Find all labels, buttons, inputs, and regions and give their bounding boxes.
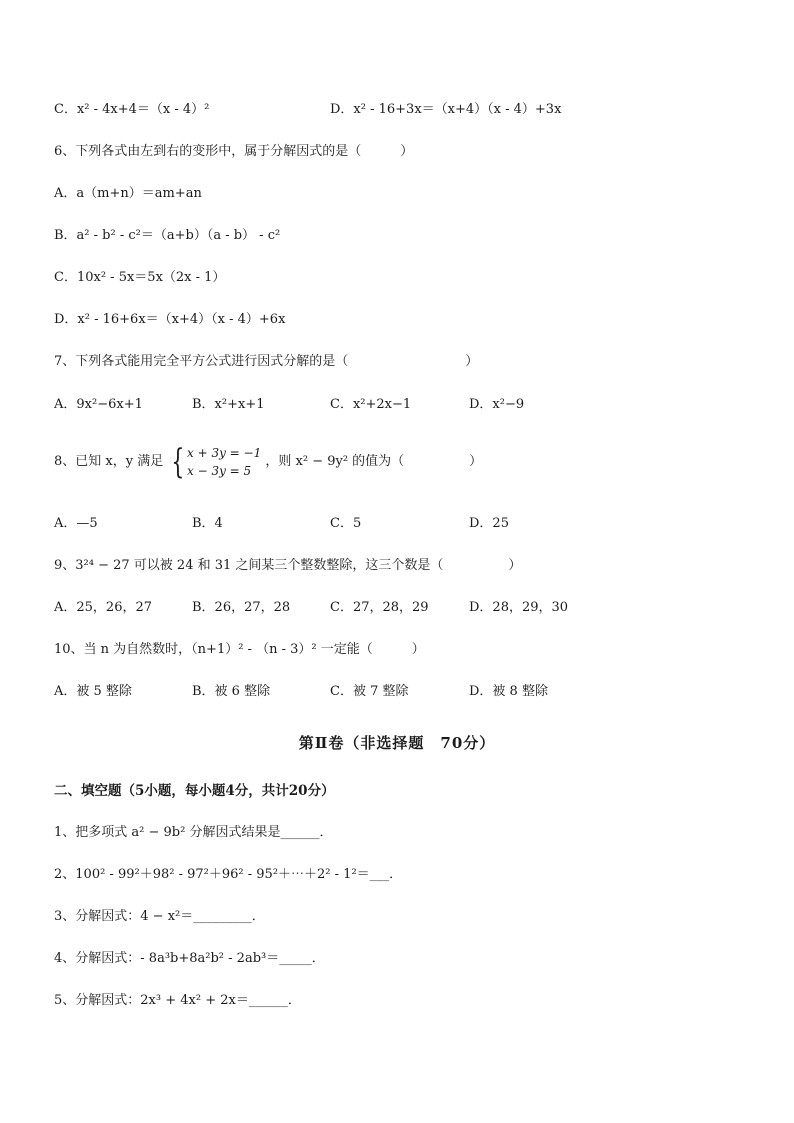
q10-option-b: B．被 6 整除 (192, 684, 271, 699)
q7-option-b: B．x²+x+1 (192, 397, 265, 412)
q9-option-b: B．26，27，28 (192, 600, 291, 615)
fill-question-3: 3、分解因式：4 − x²＝_________． (54, 909, 265, 924)
q10-stem: 10、当 n 为自然数时，（n+1）² - （n - 3）² 一定能（ ） (54, 642, 425, 657)
fill-question-4: 4、分解因式：- 8a³b+8a²b² - 2ab³＝_____． (54, 951, 325, 966)
q7-option-d: D．x²−9 (469, 397, 525, 412)
q5-option-d: D．x² - 16+3x＝（x+4）（x - 4）+3x (330, 102, 562, 117)
q8-option-a: A．—5 (54, 516, 98, 531)
q8-stem (54, 442, 482, 482)
q9-option-a: A．25，26，27 (54, 600, 153, 615)
equation-system (167, 441, 262, 482)
brace-icon: { (171, 441, 185, 482)
q7-option-c: C．x²+2x−1 (330, 397, 412, 412)
fill-question-1: 1、把多项式 a² − 9b² 分解因式结果是______． (54, 825, 333, 840)
section2-title: 二、填空题（5小题，每小题4分，共计20分） (54, 783, 335, 799)
q6-option-d: D．x² - 16+6x＝（x+4）（x - 4）+6x (54, 312, 286, 327)
q6-option-a: A．a（m+n）＝am+an (54, 186, 202, 201)
q9-option-d: D．28，29，30 (469, 600, 569, 615)
q9-stem: 9、3²⁴ − 27 可以被 24 和 31 之间某三个整数整除，这三个数是（ ） (54, 558, 522, 573)
q10-option-a: A．被 5 整除 (54, 684, 132, 699)
q8-option-b: B．4 (192, 516, 223, 531)
q8-option-c: C．5 (330, 516, 362, 531)
equation-2: x − 3y = 5 (187, 463, 252, 478)
q6-option-c: C．10x² - 5x＝5x（2x - 1） (54, 270, 226, 285)
fill-question-5: 5、分解因式：2x³ + 4x² + 2x＝______． (54, 993, 301, 1008)
fill-question-2: 2、100² - 99²＋98² - 97²＋96² - 95²＋⋯＋2² - 1²＝___． (54, 867, 403, 882)
part2-title: 第Ⅱ卷（非选择题 70分） (298, 734, 496, 752)
q9-option-c: C．27，28，29 (330, 600, 429, 615)
q7-option-a: A．9x²−6x+1 (54, 397, 143, 412)
q5-option-c: C．x² - 4x+4＝（x - 4）² (54, 102, 210, 117)
q6-option-b: B．a² - b² - c²＝（a+b）（a - b） - c² (54, 228, 281, 243)
q8-stem-post: ，则 x² − 9y² 的值为（ ） (265, 454, 483, 469)
q10-option-d: D．被 8 整除 (469, 684, 548, 699)
q7-stem: 7、下列各式能用完全平方公式进行因式分解的是（ ） (54, 354, 479, 369)
q8-stem-pre: 8、已知 x，y 满足 (54, 454, 164, 469)
q6-stem: 6、下列各式由左到右的变形中，属于分解因式的是（ ） (54, 144, 414, 159)
equation-1: x + 3y = −1 (187, 445, 262, 460)
q8-option-d: D．25 (469, 516, 509, 531)
q10-option-c: C．被 7 整除 (330, 684, 409, 699)
